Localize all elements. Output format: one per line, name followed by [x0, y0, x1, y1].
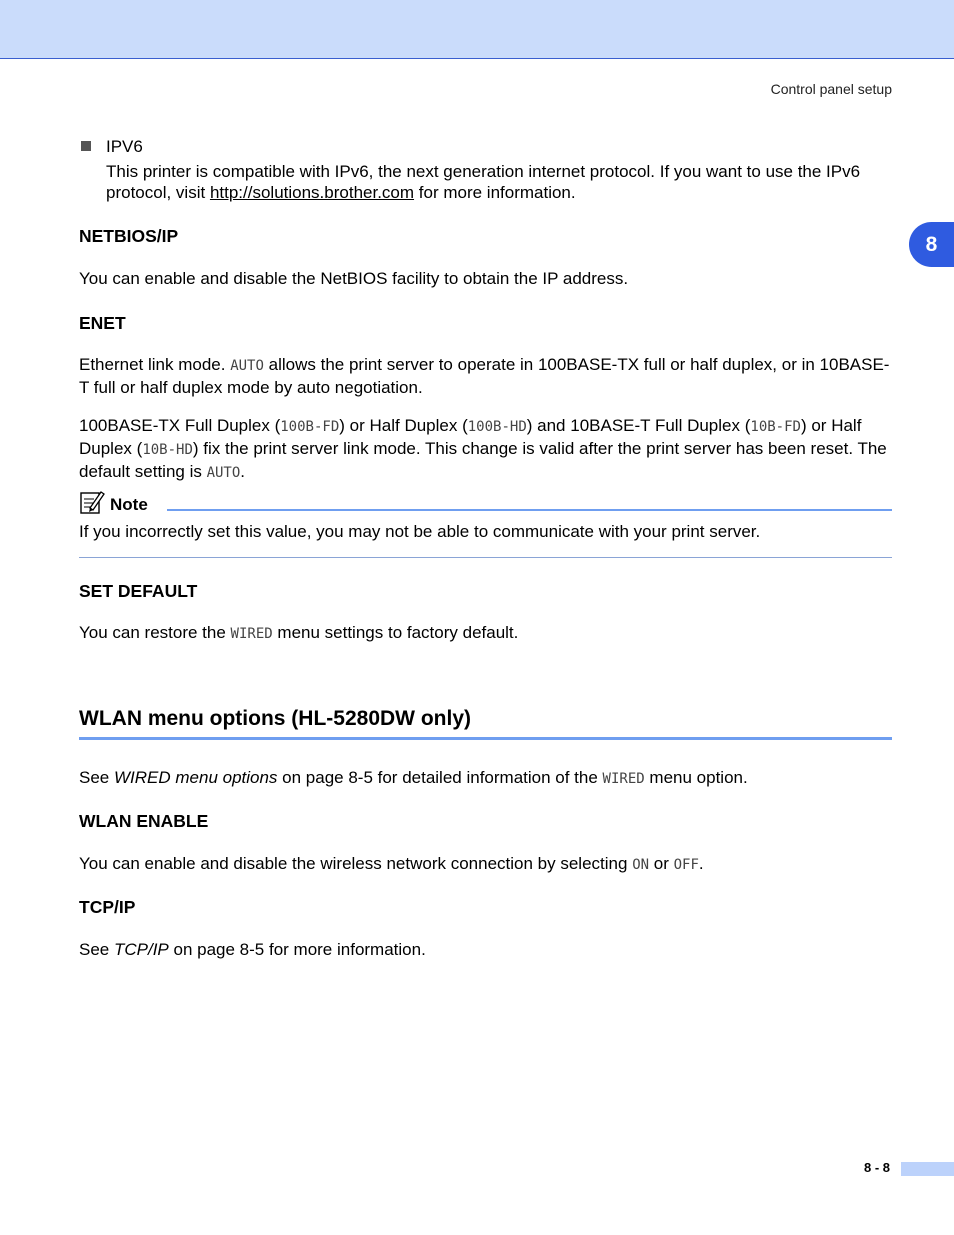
chapter-tab — [909, 222, 954, 267]
wlan-enable-paragraph — [79, 853, 892, 876]
section-divider — [79, 737, 892, 740]
wlan-intro-text: See — [79, 768, 114, 787]
set-default-text: menu settings to factory default. — [272, 623, 519, 642]
enet-text: ) or Half Duplex ( — [79, 416, 862, 458]
chapter-number: 8 — [925, 232, 938, 256]
note-pencil-icon — [79, 489, 105, 515]
page-number-tab — [901, 1162, 954, 1176]
enet-text: ) and 10BASE-T Full Duplex ( — [526, 416, 751, 435]
wlan-intro-text: on page 8-5 for detailed information of the — [277, 768, 603, 787]
code-on: ON — [632, 857, 650, 873]
running-header-title: Control panel setup — [770, 81, 892, 97]
ipv6-text-end: for more information. — [414, 183, 576, 202]
enet-text: ) fix the print server link mode. This change is valid after the print server has been reset. The default setting is — [79, 439, 887, 481]
enet-text: 100BASE-TX Full Duplex ( — [79, 416, 281, 435]
enet-text: ) or Half Duplex ( — [339, 416, 468, 435]
enet-paragraph-2 — [79, 415, 892, 484]
code-wired: WIRED — [230, 626, 273, 642]
code-wired: WIRED — [602, 771, 645, 787]
wlan-enable-text: You can enable and disable the wireless network connection by selecting — [79, 854, 633, 873]
netbios-paragraph: You can enable and disable the NetBIOS facility to obtain the IP address. — [79, 269, 629, 288]
tcpip-heading: TCP/IP — [79, 897, 136, 917]
enet-heading: ENET — [79, 313, 126, 333]
code-10b-hd: 10B-HD — [142, 442, 193, 458]
wlan-intro-paragraph — [79, 767, 892, 790]
tcpip-paragraph — [79, 939, 892, 960]
set-default-paragraph — [79, 622, 892, 645]
netbios-heading: NETBIOS/IP — [79, 226, 179, 246]
enet-paragraph-1 — [79, 354, 892, 398]
tcpip-reference: TCP/IP — [113, 940, 169, 959]
enet-text: . — [240, 462, 246, 481]
note-bottom-divider — [79, 557, 892, 558]
ipv6-paragraph — [106, 161, 892, 203]
page-number: 8 - 8 — [864, 1160, 891, 1175]
wlan-enable-heading: WLAN ENABLE — [79, 811, 209, 831]
enet-text: Ethernet link mode. — [79, 355, 231, 374]
top-header-band — [0, 0, 954, 59]
ipv6-title: IPV6 — [106, 137, 143, 156]
wlan-section-heading: WLAN menu options (HL-5280DW only) — [79, 707, 471, 730]
code-10b-fd: 10B-FD — [750, 419, 801, 435]
note-divider — [167, 509, 892, 511]
enet-text: allows the print server to operate in 100BASE-TX full or half duplex, or in 10BASE-T full or half duplex mode by auto negotiation. — [79, 355, 890, 397]
code-100b-fd: 100B-FD — [280, 419, 340, 435]
wlan-enable-text: . — [698, 854, 704, 873]
code-auto: AUTO — [230, 358, 264, 374]
set-default-text: You can restore the — [79, 623, 231, 642]
note-label: Note — [110, 495, 148, 514]
ipv6-text: This printer is compatible with IPv6, the next generation internet protocol. If you want to use the IPv6 protocol, visit — [106, 162, 861, 202]
set-default-heading: SET DEFAULT — [79, 581, 198, 601]
solutions-link[interactable]: http://solutions.brother.com — [209, 183, 415, 202]
tcpip-text: on page 8-5 for more information. — [168, 940, 426, 959]
square-bullet-icon — [81, 141, 91, 151]
wlan-enable-text: or — [649, 854, 674, 873]
tcpip-text: See — [79, 940, 114, 959]
wired-menu-options-reference: WIRED menu options — [113, 768, 278, 787]
note-text: If you incorrectly set this value, you may not be able to communicate with your print server. — [79, 522, 761, 541]
code-100b-hd: 100B-HD — [467, 419, 527, 435]
wlan-intro-text: menu option. — [644, 768, 748, 787]
code-auto: AUTO — [206, 465, 241, 481]
code-off: OFF — [673, 857, 699, 873]
